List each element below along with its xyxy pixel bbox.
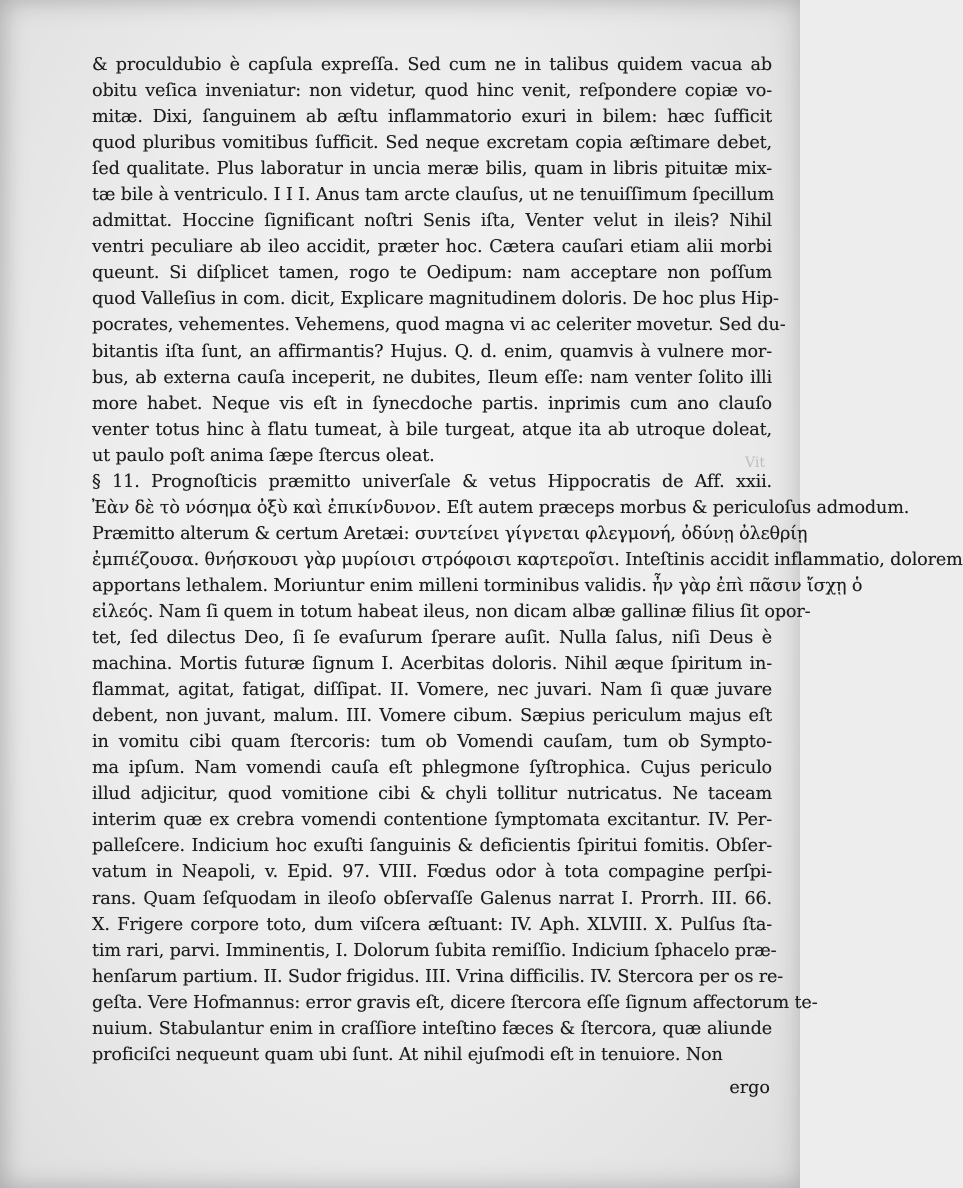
text-line: more habet. Neque vis eſt in ſynecdoche partis. inprimis cum ano clauſo bbox=[92, 393, 772, 414]
text-line: tim rari, parvi. Imminentis, I. Dolorum ſubita remiſſio. Indicium ſphacelo præ- bbox=[92, 940, 777, 961]
text-line: ma ipſum. Nam vomendi cauſa eſt phlegmone ſyſtrophica. Cujus periculo bbox=[92, 758, 772, 779]
text-line: tet, ſed dilectus Deo, ſi ſe evaſurum ſperare auſit. Nulla ſalus, niſi Deus è bbox=[92, 628, 772, 649]
text-line: ut paulo poſt anima ſæpe ſtercus oleat. bbox=[92, 445, 435, 466]
text-line: ſed qualitate. Plus laboratur in uncia meræ bilis, quam in libris pituitæ mix- bbox=[92, 159, 772, 180]
text-line: pocrates, vehementes. Vehemens, quod magna vi ac celeriter movetur. Sed du- bbox=[92, 315, 786, 336]
text-line: obitu veſica inveniatur: non videtur, quod hinc venit, reſpondere copiæ vo- bbox=[92, 81, 772, 102]
text-line: nuium. Stabulantur enim in craſſiore inteſtino fæces & ſtercora, quæ aliunde bbox=[92, 1018, 772, 1039]
text-line: proficiſci nequeunt quam ubi ſunt. At nihil ejuſmodi eſt in tenuiore. Non bbox=[92, 1044, 723, 1065]
text-line: quod Valleſius in com. dicit, Explicare magnitudinem doloris. De hoc plus Hip- bbox=[92, 289, 779, 310]
text-line: ἐμπιέζουσα. θνήσκουσι γὰρ μυρίοισι στρόφοισι καρτεροῖσι. Inteſtinis accidit inflammatio, dolorem bbox=[92, 549, 963, 570]
text-line: & proculdubio è capſula expreſſa. Sed cum ne in talibus quidem vacua ab bbox=[92, 55, 772, 75]
text-line: tæ bile à ventriculo. I I I. Anus tam arcte clauſus, ut ne tenuiſſimum ſpecillum bbox=[92, 185, 775, 206]
text-line: rans. Quam ſeſquodam in ileoſo obſervaſſe Galenus narrat I. Prorrh. III. 66. bbox=[92, 888, 772, 909]
catchword: ergo bbox=[729, 1078, 770, 1098]
text-line: in vomitu cibi quam ſtercoris: tum ob Vomendi cauſam, tum ob Sympto- bbox=[92, 732, 772, 753]
text-line: Præmitto alterum & certum Aretæi: συντείνει γίγνεται φλεγμονή, ὀδύνῃ ὀλεθρίῃ bbox=[92, 523, 808, 544]
text-line: palleſcere. Indicium hoc exuſti ſanguinis & deficientis ſpiritui fomitis. Obſer- bbox=[92, 836, 772, 857]
text-line: mitæ. Dixi, ſanguinem ab æſtu inflammatorio exuri in bilem: hæc ſufficit bbox=[92, 107, 772, 128]
text-line: flammat, agitat, fatigat, diſſipat. II. Vomere, nec juvari. Nam ſi quæ juvare bbox=[92, 680, 772, 701]
text-line: venter totus hinc à flatu tumeat, à bile turgeat, atque ita ab utroque doleat, bbox=[92, 419, 772, 440]
bleed-through-mark: Vit bbox=[745, 455, 765, 471]
text-line: apportans lethalem. Moriuntur enim milleni torminibus validis. ἦν γὰρ ἐπὶ πᾶσιν ἴσχῃ ὁ bbox=[92, 575, 863, 596]
text-line: X. Frigere corpore toto, dum viſcera æſtuant: IV. Aph. XLVIII. X. Pulſus ſta- bbox=[92, 914, 772, 935]
text-line: quod pluribus vomitibus ſufficit. Sed neque excretam copia æſtimare debet, bbox=[92, 133, 772, 154]
text-line: geſta. Vere Hofmannus: error gravis eſt, dicere ſtercora eſſe ſignum affectorum te- bbox=[92, 992, 818, 1013]
text-line: § 11. Prognoſticis præmitto univerſale & vetus Hippocratis de Aff. xxii. bbox=[92, 471, 772, 492]
text-line: vatum in Neapoli, v. Epid. 97. VIII. Fœdus odor à tota compagine perſpi- bbox=[92, 862, 772, 883]
text-line: Ἐὰν δὲ τὸ νόσημα ὀξὺ καὶ ἐπικίνδυνον. Eſt autem præceps morbus & periculoſus admodum. bbox=[92, 497, 910, 518]
text-line: debent, non juvant, malum. III. Vomere cibum. Sæpius periculum majus eſt bbox=[92, 706, 772, 727]
body-text bbox=[92, 52, 963, 1068]
text-line: bitantis iſta ſunt, an affirmantis? Hujus. Q. d. enim, quamvis à vulnere mor- bbox=[92, 341, 772, 362]
text-line: admittat. Hoccine ſignificant noſtri Senis iſta, Venter velut in ileis? Nihil bbox=[92, 211, 772, 232]
text-line: queunt. Si diſplicet tamen, rogo te Oedipum: nam acceptare non poſſum bbox=[92, 263, 772, 284]
text-line: εἰλεός. Nam ſi quem in totum habeat ileus, non dicam albæ gallinæ filius ſit opor- bbox=[92, 601, 811, 622]
text-line: illud adjicitur, quod vomitione cibi & chyli tollitur nutricatus. Ne taceam bbox=[92, 784, 772, 805]
text-line: ventri peculiare ab ileo accidit, præter hoc. Cætera cauſari etiam alii morbi bbox=[92, 237, 772, 258]
text-line: bus, ab externa cauſa inceperit, ne dubites, Ileum eſſe: nam venter ſolito illi bbox=[92, 367, 772, 388]
text-line: interim quæ ex crebra vomendi contentione ſymptomata excitantur. IV. Per- bbox=[92, 810, 772, 831]
text-line: machina. Mortis futuræ ſignum I. Acerbitas doloris. Nihil æque ſpiritum in- bbox=[92, 654, 772, 675]
text-line: henſarum partium. II. Sudor frigidus. III. Vrina difficilis. IV. Stercora per os re- bbox=[92, 966, 784, 987]
